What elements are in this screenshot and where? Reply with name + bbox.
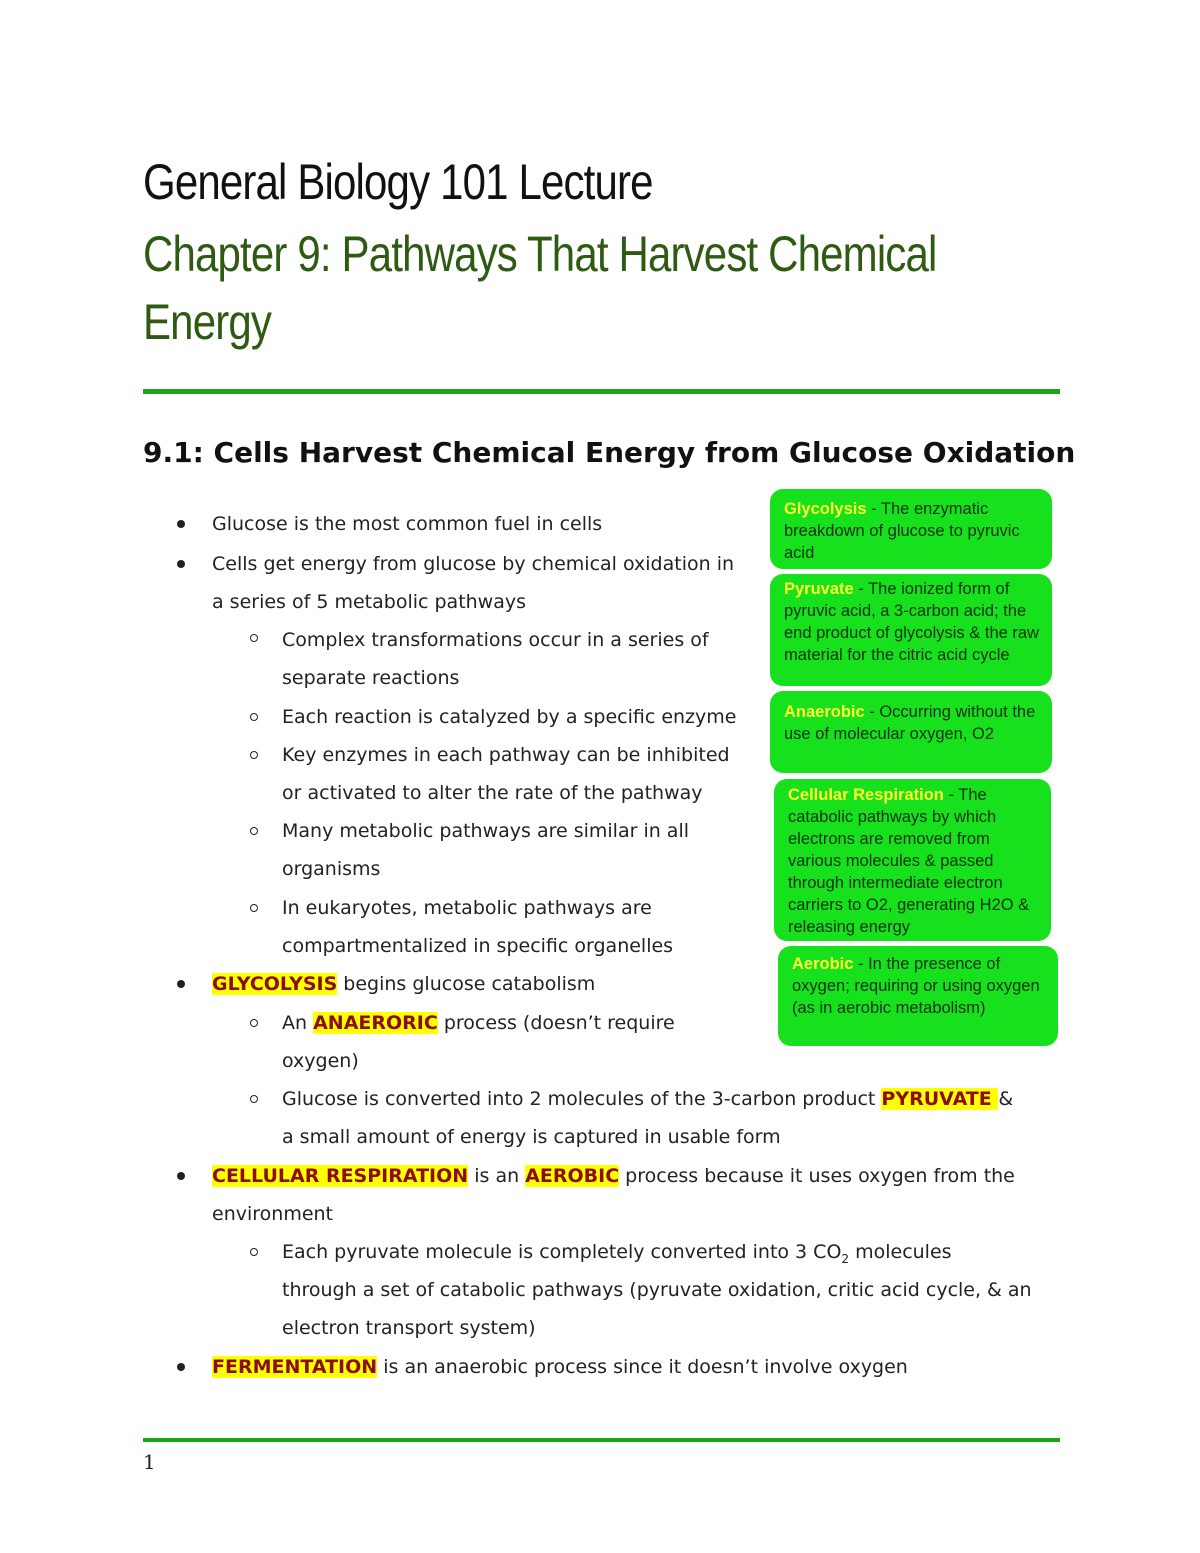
list-item-continuation: environment (212, 1203, 334, 1225)
sub-list-item-continuation: electron transport system) (282, 1317, 536, 1339)
sub-list-item-continuation: through a set of catabolic pathways (pyruvate oxidation, critic acid cycle, & an (282, 1279, 1032, 1301)
chapter-title-line1: Chapter 9: Pathways That Harvest Chemical (143, 226, 937, 282)
bullet-dot (177, 1172, 185, 1180)
sub-list-item-text: & (998, 1088, 1014, 1110)
bullet-dot (177, 980, 185, 988)
top-divider (143, 389, 1060, 394)
sub-list-item: Complex transformations occur in a series of (282, 629, 709, 651)
highlight-fermentation: FERMENTATION (212, 1356, 378, 1378)
glossary-term: Cellular Respiration (788, 786, 944, 804)
sub-bullet-circle (250, 1095, 258, 1103)
glossary-definition: - In the presence of oxygen; requiring or using oxygen (as in aerobic metabolism) (792, 955, 1040, 1017)
sub-bullet-circle (250, 634, 258, 642)
highlight-pyruvate: PYRUVATE (881, 1088, 999, 1110)
sub-bullet-circle (250, 827, 258, 835)
sub-list-item-text: An (282, 1012, 314, 1034)
sub-list-item-continuation: organisms (282, 858, 381, 880)
sub-bullet-circle (250, 713, 258, 721)
glossary-box-aerobic (778, 946, 1058, 1046)
list-item-text: is an (468, 1165, 526, 1187)
glossary-term: Anaerobic (784, 703, 865, 721)
sub-bullet-circle (250, 1248, 258, 1256)
glossary-term: Aerobic (792, 955, 854, 973)
glossary-box-glycolysis (770, 489, 1052, 569)
glossary-definition: - The ionized form of pyruvic acid, a 3-carbon acid; the end product of glycolysis & (784, 580, 1027, 642)
list-item-continuation: a series of 5 metabolic pathways (212, 591, 527, 613)
sub-list-item-continuation: oxygen) (282, 1050, 359, 1072)
list-item-text: is an anaerobic process since it doesn’t involve oxygen (377, 1356, 908, 1378)
highlight-cellular-respiration: CELLULAR RESPIRATION (212, 1165, 469, 1187)
list-item: Glucose is the most common fuel in cells (212, 513, 603, 535)
list-item-text: process because it uses oxygen from the (619, 1165, 1015, 1187)
glossary-box-anaerobic (770, 691, 1052, 773)
glossary-definition: - The catabolic pathways by which electrons are removed from various molecules & passed through intermediate electron carriers to O2, generating H2O & releasing energy (788, 786, 1030, 936)
glossary-definition: - The enzymatic breakdown of glucose to pyruvic acid (784, 500, 1020, 562)
list-item: Cells get energy from glucose by chemical oxidation in (212, 553, 735, 575)
bullet-dot (177, 1363, 185, 1371)
sub-bullet-circle (250, 1019, 258, 1027)
section-heading: 9.1: Cells Harvest Chemical Energy from Glucose Oxidation (143, 436, 1076, 469)
subscript: 2 (841, 1251, 850, 1266)
sub-bullet-circle (250, 904, 258, 912)
list-item (212, 965, 595, 1003)
chapter-title-line2: Energy (143, 294, 272, 350)
glossary-box-cellular-respiration (774, 779, 1051, 941)
sub-list-item-continuation: or activated to alter the rate of the pathway (282, 782, 703, 804)
list-item-text: begins glucose catabolism (337, 973, 596, 995)
sub-list-item (282, 1004, 675, 1042)
highlight-glycolysis: GLYCOLYSIS (212, 973, 338, 995)
sub-list-item-text: Each pyruvate molecule is completely converted into 3 CO (282, 1241, 842, 1263)
bullet-dot (177, 560, 185, 568)
glossary-term: Pyruvate (784, 580, 854, 598)
list-item (212, 1157, 1015, 1195)
sub-list-item-text: Glucose is converted into 2 molecules of the 3-carbon product (282, 1088, 882, 1110)
sub-list-item-continuation: compartmentalized in specific organelles (282, 935, 674, 957)
sub-list-item: In eukaryotes, metabolic pathways are (282, 897, 652, 919)
sub-list-item-continuation: a small amount of energy is captured in usable form (282, 1126, 781, 1148)
highlight-anaeroric: ANAERORIC (313, 1012, 438, 1034)
sub-list-item (282, 1080, 1013, 1118)
sub-list-item-continuation: separate reactions (282, 667, 460, 689)
sub-list-item: Key enzymes in each pathway can be inhibited (282, 744, 730, 766)
sub-list-item: Many metabolic pathways are similar in all (282, 820, 690, 842)
sub-list-item: Each reaction is catalyzed by a specific enzyme (282, 706, 737, 728)
glossary-term: Glycolysis (784, 500, 867, 518)
glossary-definition-continued: the raw material for the citric acid cycle (784, 624, 1039, 664)
sub-list-item-text: molecules (849, 1241, 952, 1263)
bullet-dot (177, 520, 185, 528)
document-title: General Biology 101 Lecture (143, 154, 653, 210)
chapter-title (143, 220, 1000, 356)
bottom-divider (143, 1438, 1060, 1442)
glossary-definition: - Occurring without the use of molecular oxygen, O2 (784, 703, 1036, 743)
list-item (212, 1348, 908, 1386)
page-number: 1 (143, 1450, 156, 1474)
highlight-aerobic: AEROBIC (525, 1165, 620, 1187)
sub-list-item-text: process (doesn’t require (437, 1012, 675, 1034)
sub-list-item (282, 1233, 952, 1271)
sub-bullet-circle (250, 751, 258, 759)
glossary-box-pyruvate (770, 574, 1052, 686)
